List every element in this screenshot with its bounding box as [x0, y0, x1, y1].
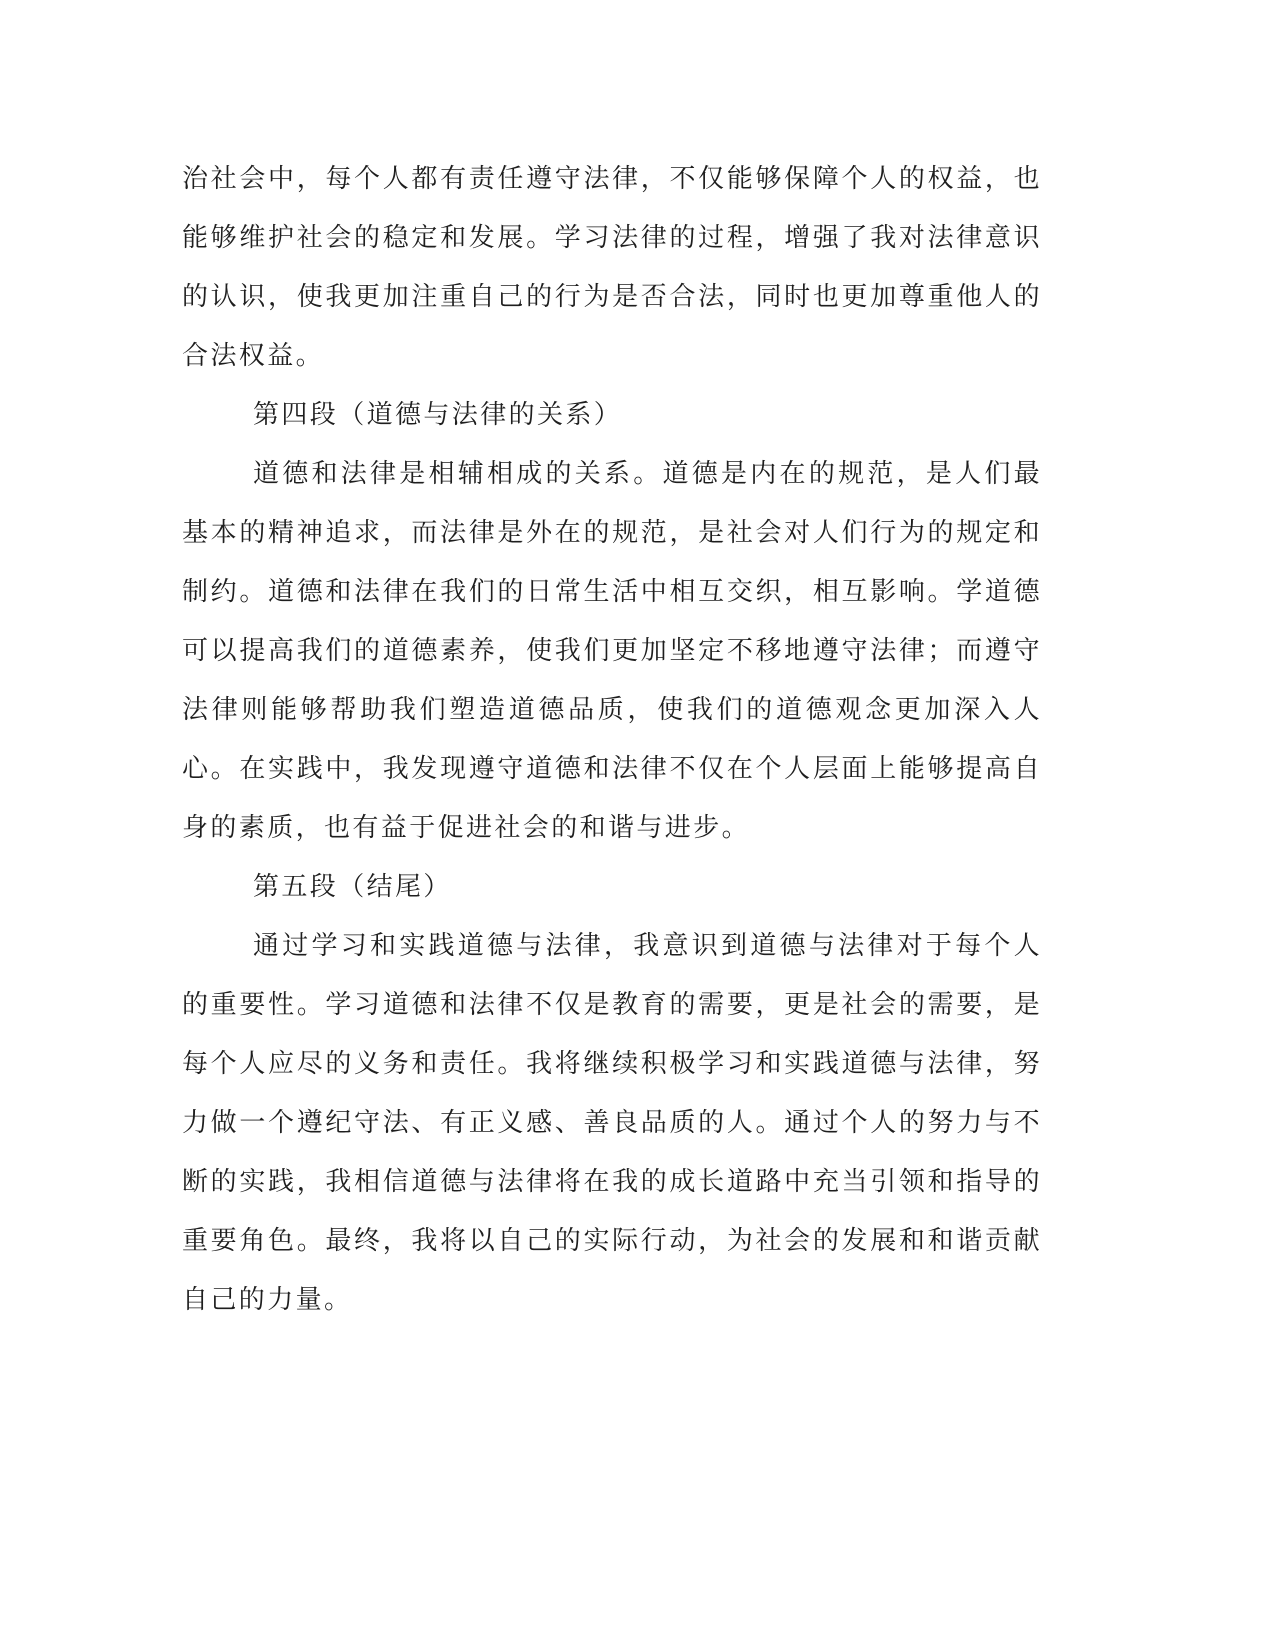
section-5-heading: 第五段（结尾） — [253, 872, 452, 902]
section-4-paragraph: 道德和法律是相辅相成的关系。道德是内在的规范，是人们最基本的精神追求，而法律是外在的规范，是社会对人们行为的规定和制约。道德和法律在我们的日常生活中相互交织，相互影响。学道德可以提高我们的道德素养，使我们更加坚定不移地遵守法律；而遵守法律则能够帮助我们塑造道德品质，使我们的道德观念更加深入人心。在实践中，我发现遵守道德和法律不仅在个人层面上能够提高自身的素质，也有益于促进社会的和谐与进步。 — [182, 459, 1042, 843]
section-4-heading: 第四段（道德与法律的关系） — [253, 400, 623, 430]
document-body — [182, 150, 1042, 1330]
continuation-paragraph: 治社会中，每个人都有责任遵守法律，不仅能够保障个人的权益，也能够维护社会的稳定和发展。学习法律的过程，增强了我对法律意识的认识，使我更加注重自己的行为是否合法，同时也更加尊重他人的合法权益。 — [182, 164, 1042, 371]
section-5-paragraph: 通过学习和实践道德与法律，我意识到道德与法律对于每个人的重要性。学习道德和法律不仅是教育的需要，更是社会的需要，是每个人应尽的义务和责任。我将继续积极学习和实践道德与法律，努力做一个遵纪守法、有正义感、善良品质的人。通过个人的努力与不断的实践，我相信道德与法律将在我的成长道路中充当引领和指导的重要角色。最终，我将以自己的实际行动，为社会的发展和和谐贡献自己的力量。 — [182, 931, 1042, 1315]
